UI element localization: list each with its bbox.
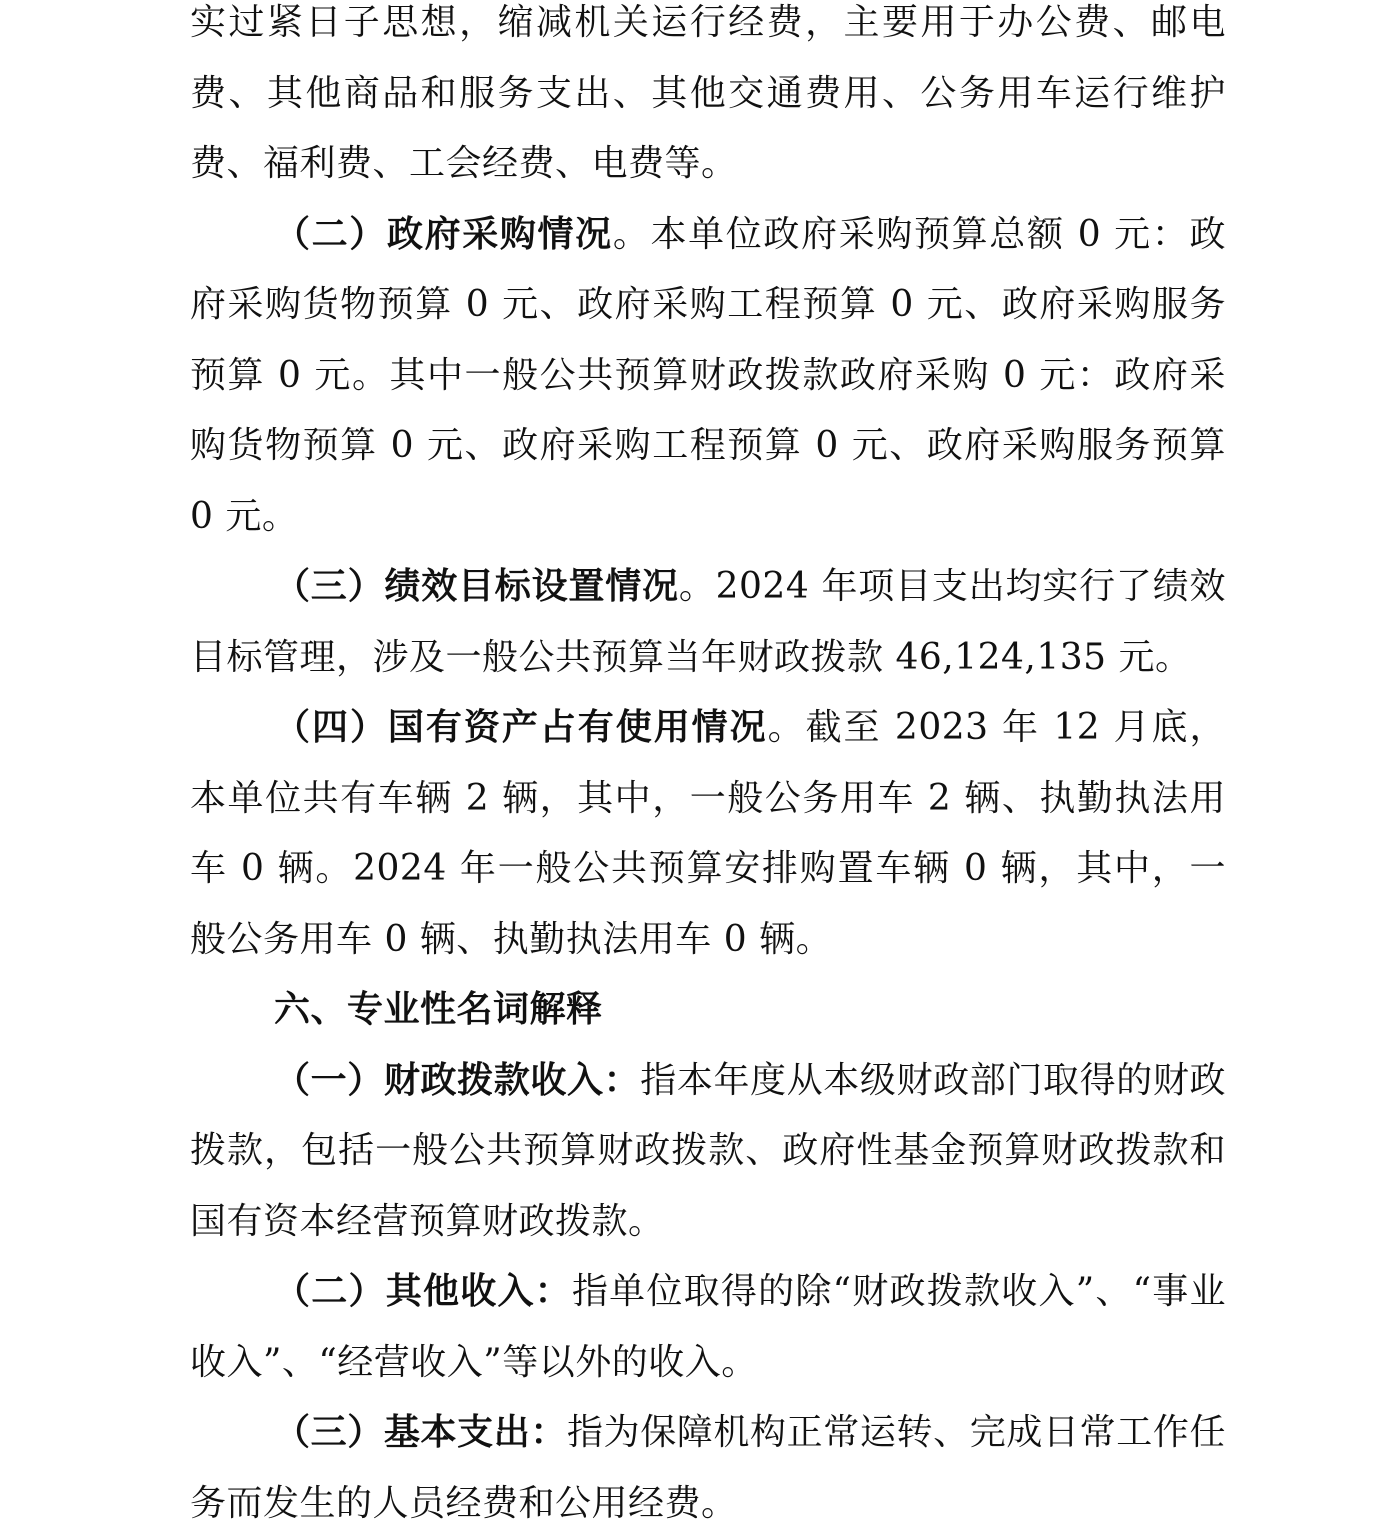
paragraph-title: （四）国有资产占有使用情况 xyxy=(274,707,768,748)
definition-text: 指本年度从本级财政部门取得的财政拨款，包括一般公共预算财政拨款、政府性基金预算财政拨款和国有资本经营预算财政拨款。 xyxy=(190,1059,1226,1242)
paragraph-state-assets xyxy=(190,693,1226,975)
paragraph-performance-targets xyxy=(190,552,1226,693)
paragraph-text: 。本单位政府采购预算总额 0 元：政府采购货物预算 0 元、政府采购工程预算 0 元、政府采购服务预算 0 元。其中一般公共预算财政拨款政府采购 0 元：政府采购货物预算 0 元、政府采购工程预算 0 元、政府采购服务预算 0 元。 xyxy=(190,213,1226,537)
definition-basic-expenditure xyxy=(190,1398,1226,1539)
paragraph-text: 。截至 2023 年 12 月底，本单位共有车辆 2 辆，其中，一般公务用车 2 辆、执勤执法用车 0 辆。2024 年一般公共预算安排购置车辆 0 辆，其中，一般公务用车 0 辆、执勤执法用车 0 辆。 xyxy=(190,707,1226,960)
paragraph-text: 。2024 年项目支出均实行了绩效目标管理，涉及一般公共预算当年财政拨款 46,124,135 元。 xyxy=(190,566,1226,678)
definition-text: 指单位取得的除“财政拨款收入”、“事业收入”、“经营收入”等以外的收入。 xyxy=(190,1271,1226,1383)
section-heading-terminology: 六、专业性名词解释 xyxy=(274,989,603,1030)
paragraph-title: （二）政府采购情况 xyxy=(274,213,613,255)
definition-other-income xyxy=(190,1257,1226,1398)
definition-title: （一）财政拨款收入： xyxy=(274,1059,641,1101)
definition-title: （三）基本支出： xyxy=(274,1412,567,1453)
paragraph-text: 实过紧日子思想，缩减机关运行经费，主要用于办公费、邮电费、其他商品和服务支出、其他交通费用、公务用车运行维护费、福利费、工会经费、电费等。 xyxy=(190,2,1226,184)
definition-text: 指为保障机构正常运转、完成日常工作任务而发生的人员经费和公用经费。 xyxy=(190,1412,1226,1524)
paragraph-title: （三）绩效目标设置情况 xyxy=(274,566,679,607)
definition-title: （二）其他收入： xyxy=(274,1271,572,1312)
paragraph-operating-costs xyxy=(190,0,1226,200)
definition-fiscal-appropriation-income xyxy=(190,1046,1226,1258)
paragraph-government-procurement xyxy=(190,200,1226,553)
document-page xyxy=(190,0,1226,1539)
